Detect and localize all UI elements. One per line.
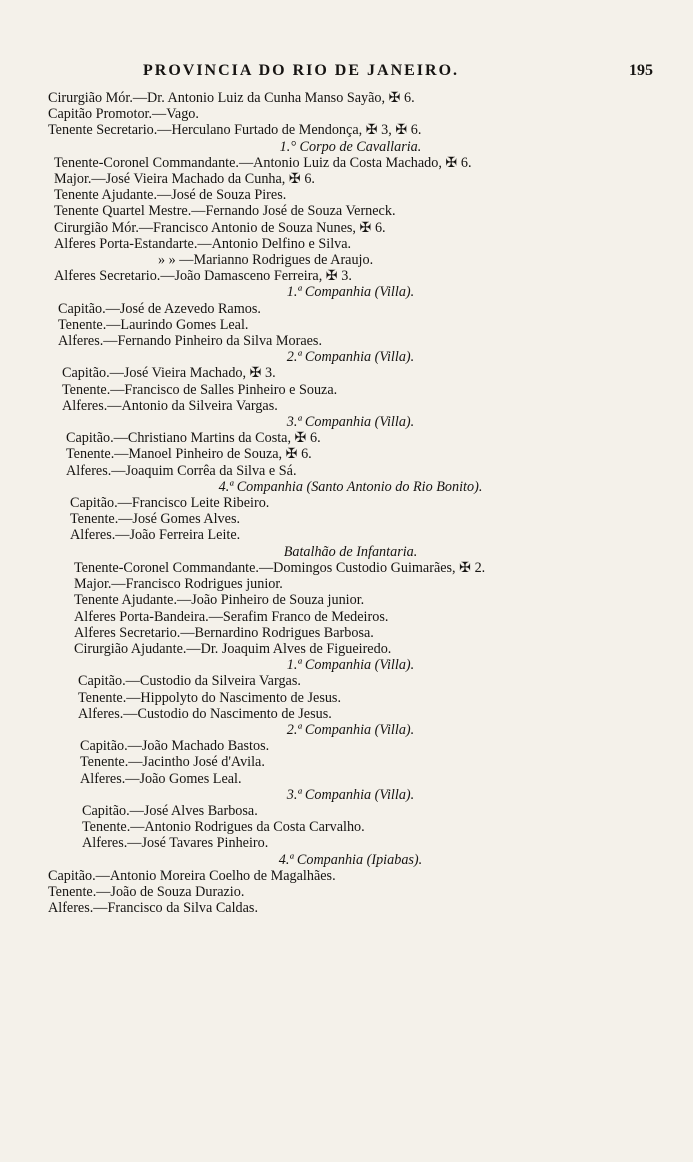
roster-entry: Tenente.—Manoel Pinheiro de Souza, ✠ 6. <box>66 446 312 463</box>
section-11 <box>48 852 653 917</box>
roster-entry: Tenente Ajudante.—João Pinheiro de Souza junior. <box>74 592 365 609</box>
roster-entry: Cirurgião Mór.—Dr. Antonio Luiz da Cunha Manso Sayão, ✠ 6. <box>48 90 415 106</box>
roster-entry: Alferes.—José Tavares Pinheiro. <box>82 835 269 852</box>
section-heading: 2.ª Companhia (Villa). <box>286 721 415 738</box>
roster-entry: Alferes.—Francisco da Silva Caldas. <box>48 900 258 917</box>
roster-entry: Alferes.—Custodio do Nascimento de Jesus. <box>78 705 332 722</box>
section-heading: Batalhão de Infantaria. <box>283 543 418 560</box>
roster-entry: Cirurgião Mór.—Francisco Antonio de Souza Nunes, ✠ 6. <box>54 219 386 236</box>
roster-entry: Alferes Porta-Bandeira.—Serafim Franco de Medeiros. <box>74 608 389 625</box>
roster-entry: Capitão.—Custodio da Silveira Vargas. <box>78 673 301 690</box>
page-header <box>48 62 653 90</box>
roster-entry: Alferes Secretario.—João Damasceno Ferreira, ✠ 3. <box>54 268 352 285</box>
roster-entry: Capitão.—Christiano Martins da Costa, ✠ 6. <box>66 430 321 447</box>
section-10 <box>48 787 653 852</box>
running-title: PROVINCIA DO RIO DE JANEIRO. <box>143 62 460 79</box>
roster-entry: Tenente.—Antonio Rodrigues da Costa Carvalho. <box>82 819 365 836</box>
roster-entry: Tenente.—Jacintho José d'Avila. <box>80 754 265 771</box>
roster-entry: Tenente Secretario.—Herculano Furtado de Mendonça, ✠ 3, ✠ 6. <box>48 122 422 139</box>
roster-entry: Tenente Ajudante.—José de Souza Pires. <box>54 187 287 204</box>
roster-entry: Alferes.—Fernando Pinheiro da Silva Moraes. <box>58 333 322 350</box>
roster-entry: » » —Marianno Rodrigues de Araujo. <box>158 252 374 269</box>
roster-entry: Tenente.—Francisco de Salles Pinheiro e Souza. <box>62 381 338 398</box>
roster-entry: Capitão.—José de Azevedo Ramos. <box>58 300 261 317</box>
roster-entry: Major.—Francisco Rodrigues junior. <box>74 576 283 593</box>
section-heading: 3.ª Companhia (Villa). <box>286 786 415 803</box>
section-heading: 1.° Corpo de Cavallaria. <box>279 138 422 155</box>
roster-entry: Alferes.—João Gomes Leal. <box>80 770 242 787</box>
roster-entry: Tenente.—José Gomes Alves. <box>70 511 241 528</box>
section-2 <box>48 139 653 285</box>
roster-entry: Capitão.—Francisco Leite Ribeiro. <box>70 495 270 512</box>
roster-entry: Major.—José Vieira Machado da Cunha, ✠ 6. <box>54 171 315 188</box>
section-5 <box>48 414 653 479</box>
roster-entry: Cirurgião Ajudante.—Dr. Joaquim Alves de Figueiredo. <box>74 640 392 657</box>
section-7 <box>48 544 653 657</box>
roster-entry: Capitão.—José Alves Barbosa. <box>82 802 258 819</box>
roster-entry: Alferes.—João Ferreira Leite. <box>70 527 241 544</box>
roster-entry: Tenente Quartel Mestre.—Fernando José de Souza Verneck. <box>54 203 396 220</box>
roster-entry: Capitão Promotor.—Vago. <box>48 106 199 123</box>
section-heading: 3.ª Companhia (Villa). <box>286 414 415 431</box>
roster-entry: Tenente-Coronel Commandante.—Domingos Custodio Guimarães, ✠ 2. <box>74 559 486 576</box>
section-heading: 1.ª Companhia (Villa). <box>286 657 415 674</box>
roster-entry: Tenente-Coronel Commandante.—Antonio Luiz da Costa Machado, ✠ 6. <box>54 154 472 171</box>
section-4 <box>48 349 653 414</box>
roster-entry: Capitão.—Antonio Moreira Coelho de Magalhães. <box>48 867 336 884</box>
section-heading: 4.ª Companhia (Ipiabas). <box>278 851 423 868</box>
roster-entry: Capitão.—José Vieira Machado, ✠ 3. <box>62 365 276 382</box>
section-6 <box>48 479 653 544</box>
section-9 <box>48 722 653 787</box>
roster-entry: Alferes.—Joaquim Corrêa da Silva e Sá. <box>66 462 297 479</box>
section-heading: 1.ª Companhia (Villa). <box>286 284 415 301</box>
section-1 <box>48 90 653 139</box>
document-body <box>48 90 653 916</box>
section-3 <box>48 284 653 349</box>
section-8 <box>48 657 653 722</box>
roster-entry: Capitão.—João Machado Bastos. <box>80 738 270 755</box>
roster-entry: Alferes Porta-Estandarte.—Antonio Delfino e Silva. <box>54 235 352 252</box>
section-heading: 2.ª Companhia (Villa). <box>286 349 415 366</box>
roster-entry: Tenente.—Hippolyto do Nascimento de Jesus. <box>78 689 342 706</box>
roster-entry: Alferes Secretario.—Bernardino Rodrigues Barbosa. <box>74 624 374 641</box>
roster-entry: Tenente.—Laurindo Gomes Leal. <box>58 316 249 333</box>
roster-entry: Tenente.—João de Souza Durazio. <box>48 883 245 900</box>
roster-entry: Alferes.—Antonio da Silveira Vargas. <box>62 397 278 414</box>
page-number: 195 <box>629 62 653 79</box>
section-heading: 4.ª Companhia (Santo Antonio do Rio Bonito). <box>218 478 483 495</box>
